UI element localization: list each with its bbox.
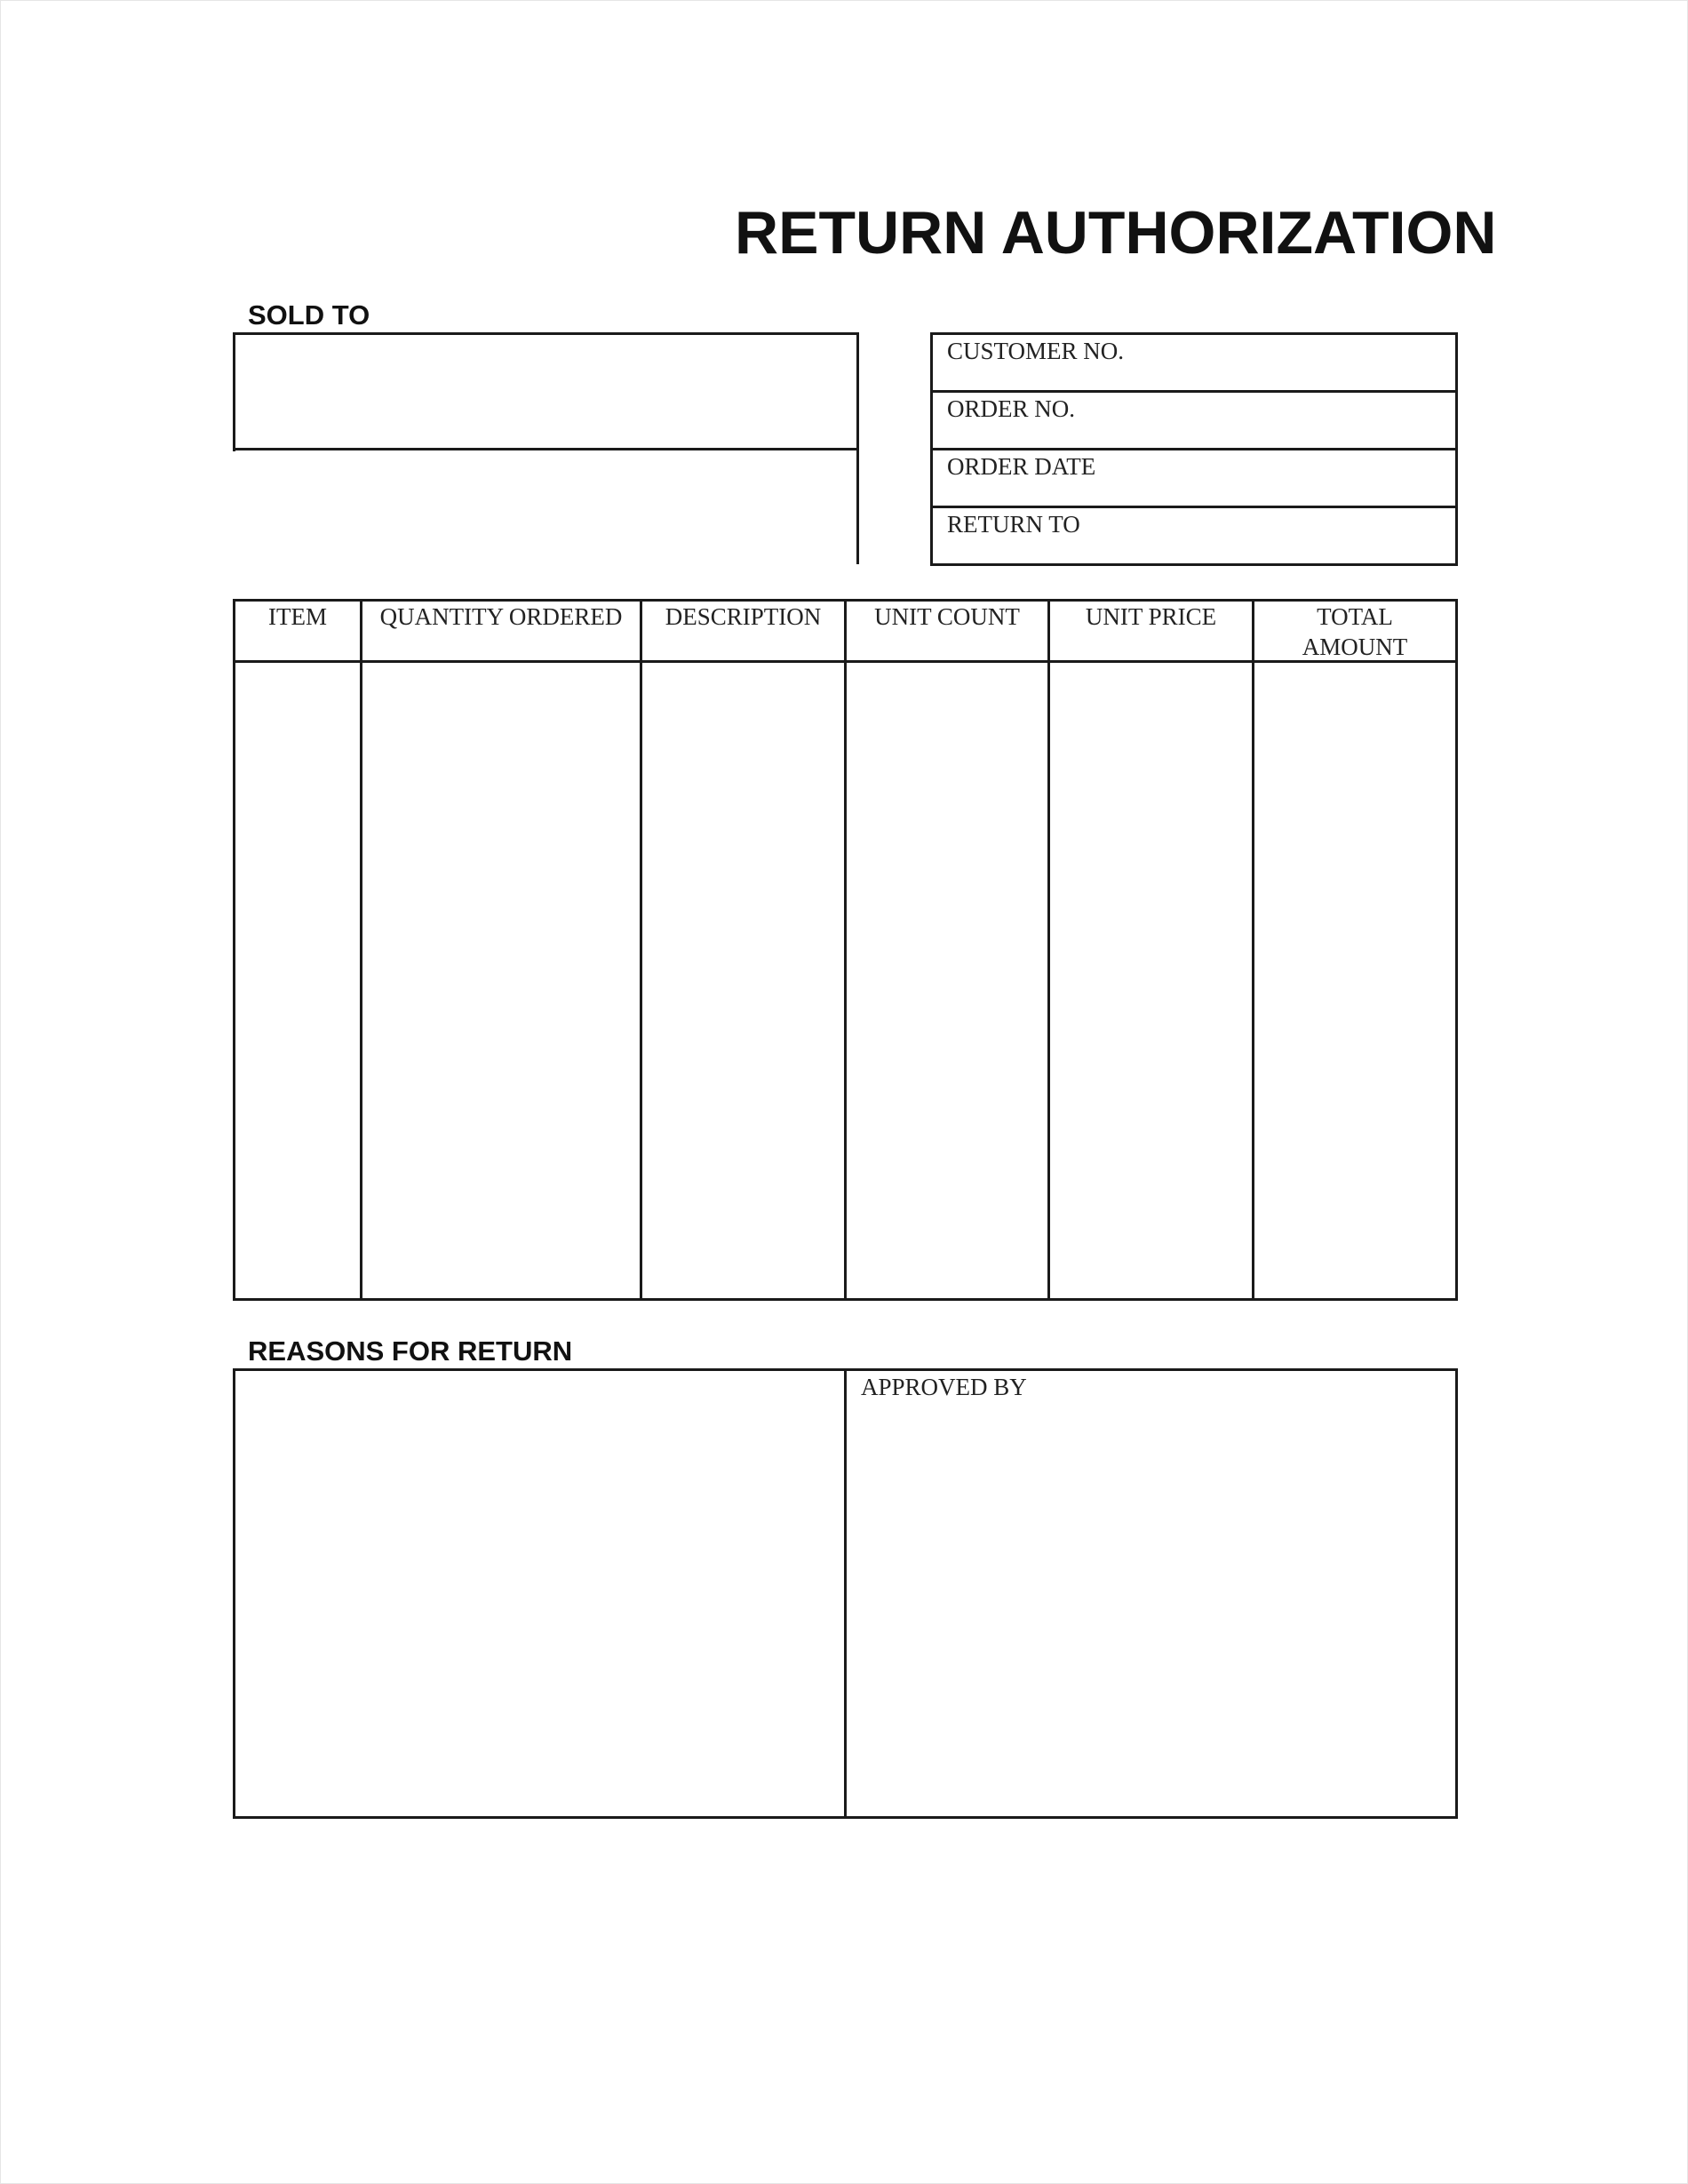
header-quantity-ordered: QUANTITY ORDERED: [379, 603, 623, 630]
info-divider-3: [930, 506, 1458, 508]
unit-price-column-cells[interactable]: [1050, 663, 1252, 1298]
sold-to-field[interactable]: [237, 337, 856, 447]
header-description: DESCRIPTION: [665, 603, 822, 630]
info-divider-1: [930, 390, 1458, 393]
sold-to-right-border: [856, 332, 859, 564]
item-column-cells[interactable]: [235, 663, 360, 1298]
sold-to-bottom-border: [233, 448, 858, 450]
customer-no-label: CUSTOMER NO.: [947, 338, 1125, 364]
reasons-for-return-label: REASONS FOR RETURN: [248, 1335, 573, 1367]
approved-by-label: APPROVED BY: [861, 1374, 1027, 1400]
sold-to-top-border: [233, 332, 858, 335]
description-column-cells[interactable]: [642, 663, 844, 1298]
header-unit-price: UNIT PRICE: [1085, 603, 1217, 630]
approved-by-field[interactable]: [847, 1409, 1455, 1816]
return-to-label: RETURN TO: [947, 511, 1080, 538]
header-total: TOTAL: [1317, 603, 1393, 630]
order-no-field[interactable]: [1103, 395, 1454, 446]
customer-no-field[interactable]: [1156, 337, 1454, 388]
header-item: ITEM: [268, 603, 327, 630]
return-to-field[interactable]: [1103, 510, 1454, 562]
sold-to-left-border: [233, 332, 235, 451]
sold-to-label: SOLD TO: [248, 299, 370, 331]
quantity-ordered-column-cells[interactable]: [362, 663, 640, 1298]
form-title: RETURN AUTHORIZATION: [735, 199, 1497, 267]
order-no-label: ORDER NO.: [947, 395, 1076, 422]
total-amount-column-cells[interactable]: [1254, 663, 1455, 1298]
order-date-field[interactable]: [1120, 452, 1454, 504]
unit-count-column-cells[interactable]: [847, 663, 1047, 1298]
header-total-amount-line2: AMOUNT: [1302, 634, 1408, 660]
info-divider-2: [930, 448, 1458, 450]
reasons-for-return-field[interactable]: [235, 1371, 844, 1816]
order-date-label: ORDER DATE: [947, 453, 1096, 480]
header-unit-count: UNIT COUNT: [874, 603, 1020, 630]
